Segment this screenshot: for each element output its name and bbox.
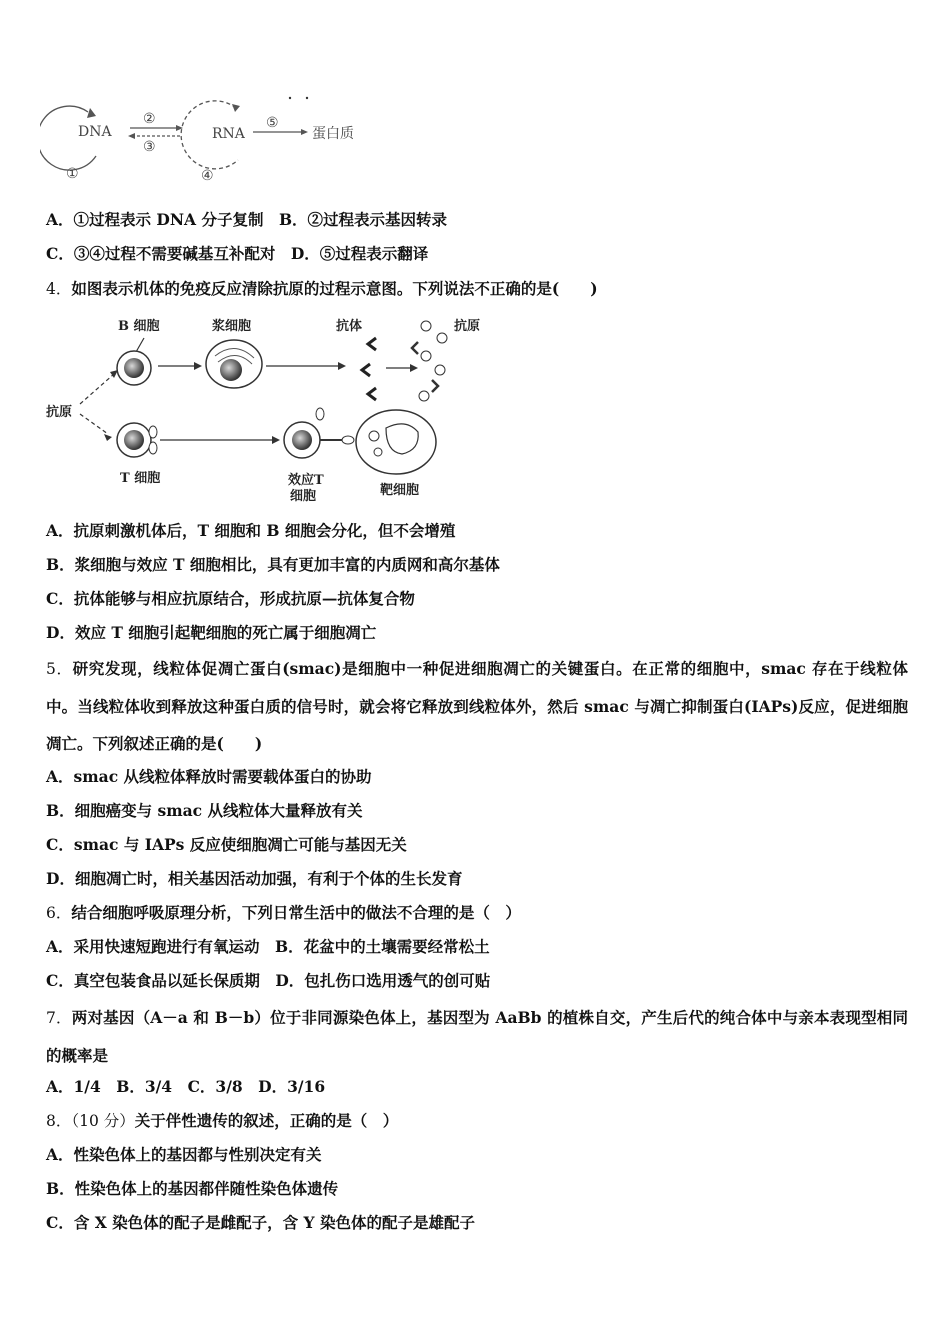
q5-option-a: A．smac 从线粒体释放时需要载体蛋白的协助 [46,767,372,786]
q3-options-line-1: A．①过程表示 DNA 分子复制 B．②过程表示基因转录 [46,210,448,229]
t-cell-label: T 细胞 [120,471,161,486]
rna-label: RNA [212,126,245,142]
q5-number: 5． [46,660,73,678]
q7-options: A．1/4 B．3/4 C．3/8 D．3/16 [46,1077,326,1096]
process-4-label: ④ [201,168,214,184]
dna-label: DNA [78,124,112,140]
q8-number: 8． [46,1112,72,1130]
b-cell-label: B 细胞 [118,319,160,334]
process-5-label: ⑤ [266,115,279,131]
effector-t-label-1: 效应T [288,473,324,488]
q5-option-b: B．细胞癌变与 smac 从线粒体大量释放有关 [46,801,363,820]
q6-options-line-1: A．采用快速短跑进行有氧运动 B．花盆中的土壤需要经常松土 [46,937,490,956]
q5-stem [46,650,908,762]
immune-response-diagram [40,308,500,508]
q4-number: 4． [46,280,72,298]
q5-stem-text: 研究发现，线粒体促凋亡蛋白(smac)是细胞中一种促进细胞凋亡的关键蛋白。在正常的细胞中，smac 存在于线粒体中。当线粒体收到释放这种蛋白质的信号时，就会将它释放到线粒体外，然后 smac 与凋亡抑制蛋白(IAPs)反应，促进细胞凋亡。下列叙述正确的是( ) [46,659,908,753]
q3-options-line-2: C．③④过程不需要碱基互补配对 D．⑤过程表示翻译 [46,244,429,263]
q4-stem [46,278,598,300]
q8-stem [46,1110,398,1132]
q4-option-b: B．浆细胞与效应 T 细胞相比，具有更加丰富的内质网和高尔基体 [46,555,500,574]
q5-option-c: C．smac 与 IAPs 反应使细胞凋亡可能与基因无关 [46,835,407,854]
q8-score: （10 分） [71,1112,135,1130]
q8-option-a: A．性染色体上的基因都与性别决定有关 [46,1145,322,1164]
process-1-label: ① [66,166,79,182]
q4-option-a: A．抗原刺激机体后，T 细胞和 B 细胞会分化，但不会增殖 [46,521,456,540]
protein-label: 蛋白质 [312,126,354,142]
q6-number: 6． [46,904,72,922]
q8-stem-text: 关于伴性遗传的叙述，正确的是（ ） [134,1111,399,1130]
antigen-left-label: 抗原 [46,405,73,420]
q4-option-c: C．抗体能够与相应抗原结合，形成抗原—抗体复合物 [46,589,415,608]
antibody-label: 抗体 [336,319,363,334]
q8-option-b: B．性染色体上的基因都伴随性染色体遗传 [46,1179,339,1198]
process-2-label: ② [143,111,156,127]
q6-stem [46,902,521,924]
process-3-label: ③ [143,139,156,155]
q7-stem [46,999,908,1074]
q6-options-line-2: C．真空包装食品以延长保质期 D．包扎伤口选用透气的创可贴 [46,971,491,990]
q6-stem-text: 结合细胞呼吸原理分析，下列日常生活中的做法不合理的是（ ） [71,903,521,922]
target-cell-label: 靶细胞 [380,483,420,498]
q5-option-d: D．细胞凋亡时，相关基因活动加强，有利于个体的生长发育 [46,869,463,888]
plasma-cell-label: 浆细胞 [212,319,252,334]
q8-option-c: C．含 X 染色体的配子是雌配子，含 Y 染色体的配子是雄配子 [46,1213,476,1232]
q7-stem-text: 两对基因（A－a 和 B－b）位于非同源染色体上，基因型为 AaBb 的植株自交，产生后代的纯合体中与亲本表现型相同的概率是 [46,1008,908,1065]
central-dogma-diagram [40,92,380,187]
q4-option-d: D．效应 T 细胞引起靶细胞的死亡属于细胞凋亡 [46,623,377,642]
q7-number: 7． [46,1009,72,1027]
effector-t-label-2: 细胞 [290,489,317,504]
q4-stem-text: 如图表示机体的免疫反应清除抗原的过程示意图。下列说法不正确的是( ) [71,279,598,298]
antigen-top-label: 抗原 [454,319,481,334]
